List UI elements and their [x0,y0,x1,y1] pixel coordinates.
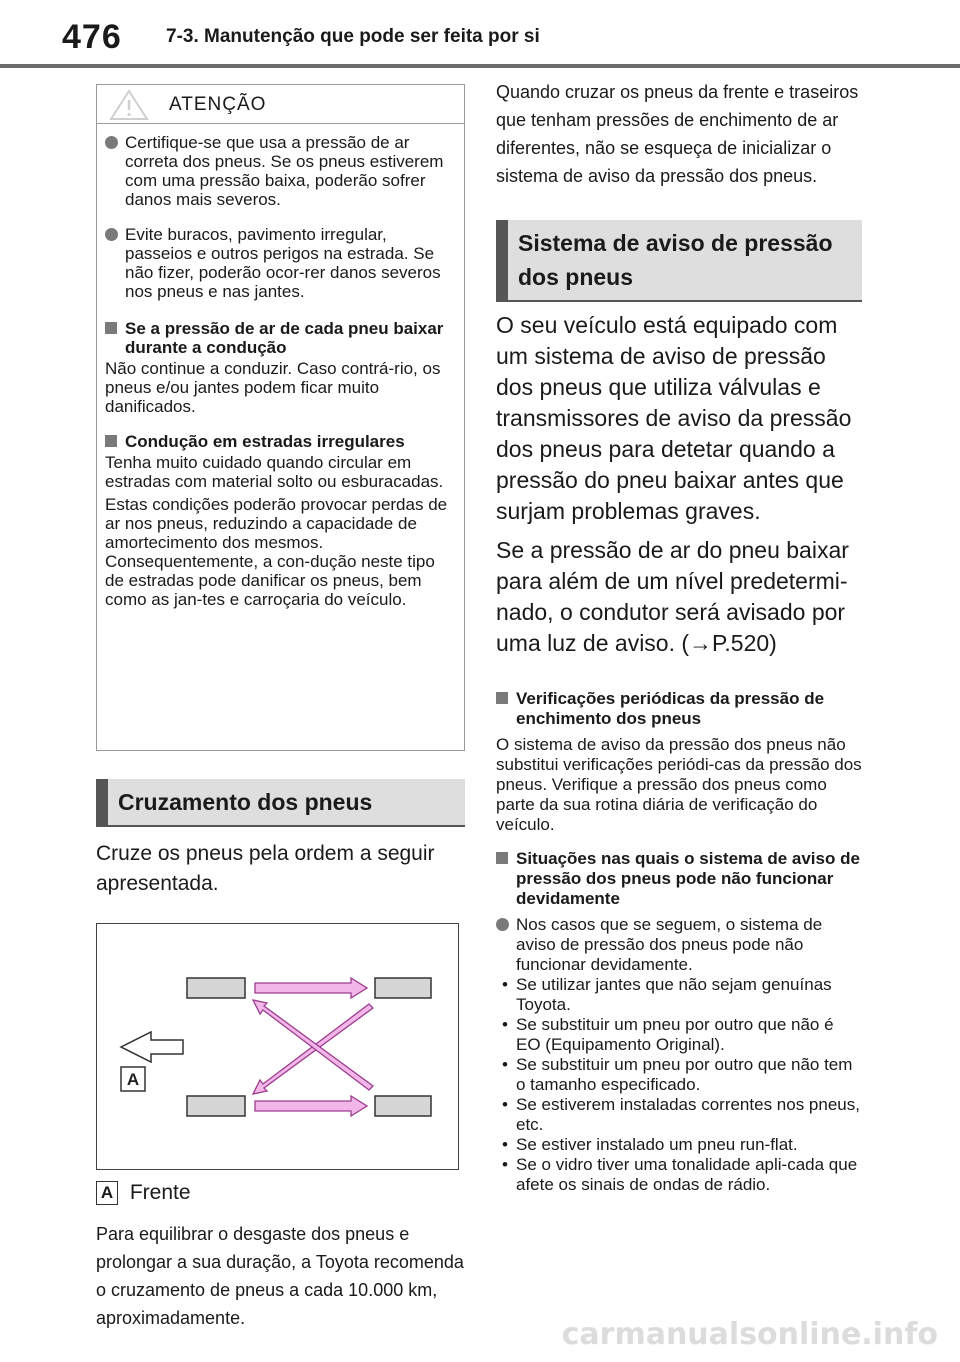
tire-rotation-diagram [96,923,459,1170]
list-item-text: Se utilizar jantes que não sejam genuínas Toyota. [516,975,832,1014]
rotation-reset-note: Quando cruzar os pneus da frente e traseiros que tenham pressões de enchimento de ar diferentes, não se esqueça de inicializar o sistema de aviso da pressão dos pneus. [496,82,859,186]
list-item [496,1135,862,1155]
rotation-note: Para equilibrar o desgaste dos pneus e prolongar a sua duração, a Toyota recomenda o cruzamento de pneus a cada 10.000 km, aproximadamente. [96,1224,464,1328]
bullet-dot-icon [105,136,118,149]
list-item [496,1155,862,1195]
list-item [496,975,862,1015]
right-column [496,78,862,1195]
list-marker: • [502,1135,508,1154]
tpws-paragraph: O sistema de aviso da pressão dos pneus não substitui verificações periódi-cas da pressão dos pneus. Verifique a pressão dos pneus como parte da sua rotina diária de verificação do veículo. [496,735,862,834]
header-rule [0,64,960,68]
figure-legend [96,1178,465,1208]
front-right-tire [375,978,431,998]
tpws-paragraph-2: Se a pressão de ar do pneu baixar para além de um nível predetermi-nado, o condutor será avisado por uma luz de aviso. (→P.520) [496,537,849,656]
bullet-dot-icon [496,918,509,931]
section-heading-tpws [496,220,862,302]
list-item [496,1095,862,1135]
rotation-diagram-svg [97,924,458,1169]
list-marker: • [502,1155,508,1174]
list-item [496,1055,862,1095]
warning-triangle-icon [109,89,149,121]
list-item-text: Se o vidro tiver uma tonalidade apli-cada que afete os sinais de ondas de rádio. [516,1155,858,1194]
rotation-intro: Cruze os pneus pela ordem a seguir apresentada. [96,842,435,895]
caution-subheading [105,319,456,357]
caution-subheading-text: Condução em estradas irregulares [125,432,405,451]
watermark: carmanualsonline.info [561,1317,938,1352]
figure-label: A [126,1070,140,1089]
front-left-tire [187,978,245,998]
arrow-rear-right-to-front-left [253,1000,373,1090]
chapter-title: 7-3. Manutenção que pode ser feita por si [166,26,540,47]
rear-left-tire [187,1096,245,1116]
tpws-subheading [496,689,862,729]
page-header [0,0,960,66]
tpws-details [496,689,862,1195]
caution-paragraph: Tenha muito cuidado quando circular em estradas com material solto ou esburacadas. [105,453,444,491]
list-item-text: Se estiverem instaladas correntes nos pneus, etc. [516,1095,860,1134]
caution-header [97,85,464,124]
square-bullet-icon [105,322,117,334]
rear-right-tire [375,1096,431,1116]
list-marker: • [502,1095,508,1114]
list-marker: • [502,1015,508,1034]
bullet-dot-icon [105,228,118,241]
square-bullet-icon [496,852,508,864]
square-bullet-icon [496,692,508,704]
legend-text: Frente [129,1181,191,1204]
tpws-bullet [496,915,862,975]
caution-bullet [105,225,456,301]
left-column [96,84,465,1332]
list-marker: • [502,1055,508,1074]
caution-title: ATENÇÃO [169,94,267,115]
tpws-paragraph-1: O seu veículo está equipado com um sistema de aviso de pressão dos pneus que utiliza válvulas e transmissores de aviso da pressão dos pneus para detetar quando a pressão do pneu baixar antes que surjam problemas graves. [496,312,852,524]
list-item-text: Se substituir um pneu por outro que não tem o tamanho especificado. [516,1055,853,1094]
arrow-front-left-to-front-right [255,978,367,998]
list-item [496,1015,862,1055]
arrow-front-right-to-rear-left [253,1004,373,1094]
caution-subheading-text: Se a pressão de ar de cada pneu baixar durante a condução [125,319,444,357]
tpws-subheading-text: Verificações periódicas da pressão de enchimento dos pneus [516,689,825,728]
front-direction-arrow-icon [121,1032,183,1062]
tpws-subheading-text: Situações nas quais o sistema de aviso de pressão dos pneus pode não funcionar devidamente [516,849,860,908]
tpws-subheading [496,849,862,909]
square-bullet-icon [105,435,117,447]
caution-bullet-text: Certifique-se que usa a pressão de ar correta dos pneus. Se os pneus estiverem com uma pressão baixa, poderão sofrer danos mais severos. [125,133,444,209]
caution-body [97,124,464,609]
caution-bullet-text: Evite buracos, pavimento irregular, passeios e outros perigos na estrada. Se não fizer, poderão ocor-rer danos severos nos pneus e nas jantes. [125,225,441,301]
list-item-text: Se estiver instalado um pneu run-flat. [516,1135,798,1154]
section-heading-rotation [96,779,465,827]
legend-label-box: A [96,1181,118,1205]
caution-paragraph: Estas condições poderão provocar perdas de ar nos pneus, reduzindo a capacidade de amortecimento dos mesmos. Consequentemente, a con-dução neste tipo de estradas pode danificar os pneus, bem como as jan-tes e carroçaria do veículo. [105,495,448,609]
section-heading-text: Cruzamento dos pneus [118,789,373,815]
tpws-bullet-text: Nos casos que se seguem, o sistema de aviso de pressão dos pneus pode não funcionar devidamente. [516,915,823,974]
caution-box [96,84,465,751]
arrow-rear-left-to-rear-right [255,1096,367,1116]
page-number: 476 [62,18,122,56]
caution-paragraph: Não continue a conduzir. Caso contrá-rio, os pneus e/ou jantes podem ficar muito danificados. [105,359,441,416]
section-heading-text: Sistema de aviso de pressão dos pneus [518,230,833,290]
caution-bullet [105,133,456,209]
list-item-text: Se substituir um pneu por outro que não é EO (Equipamento Original). [516,1015,834,1054]
list-marker: • [502,975,508,994]
caution-subheading [105,432,456,451]
